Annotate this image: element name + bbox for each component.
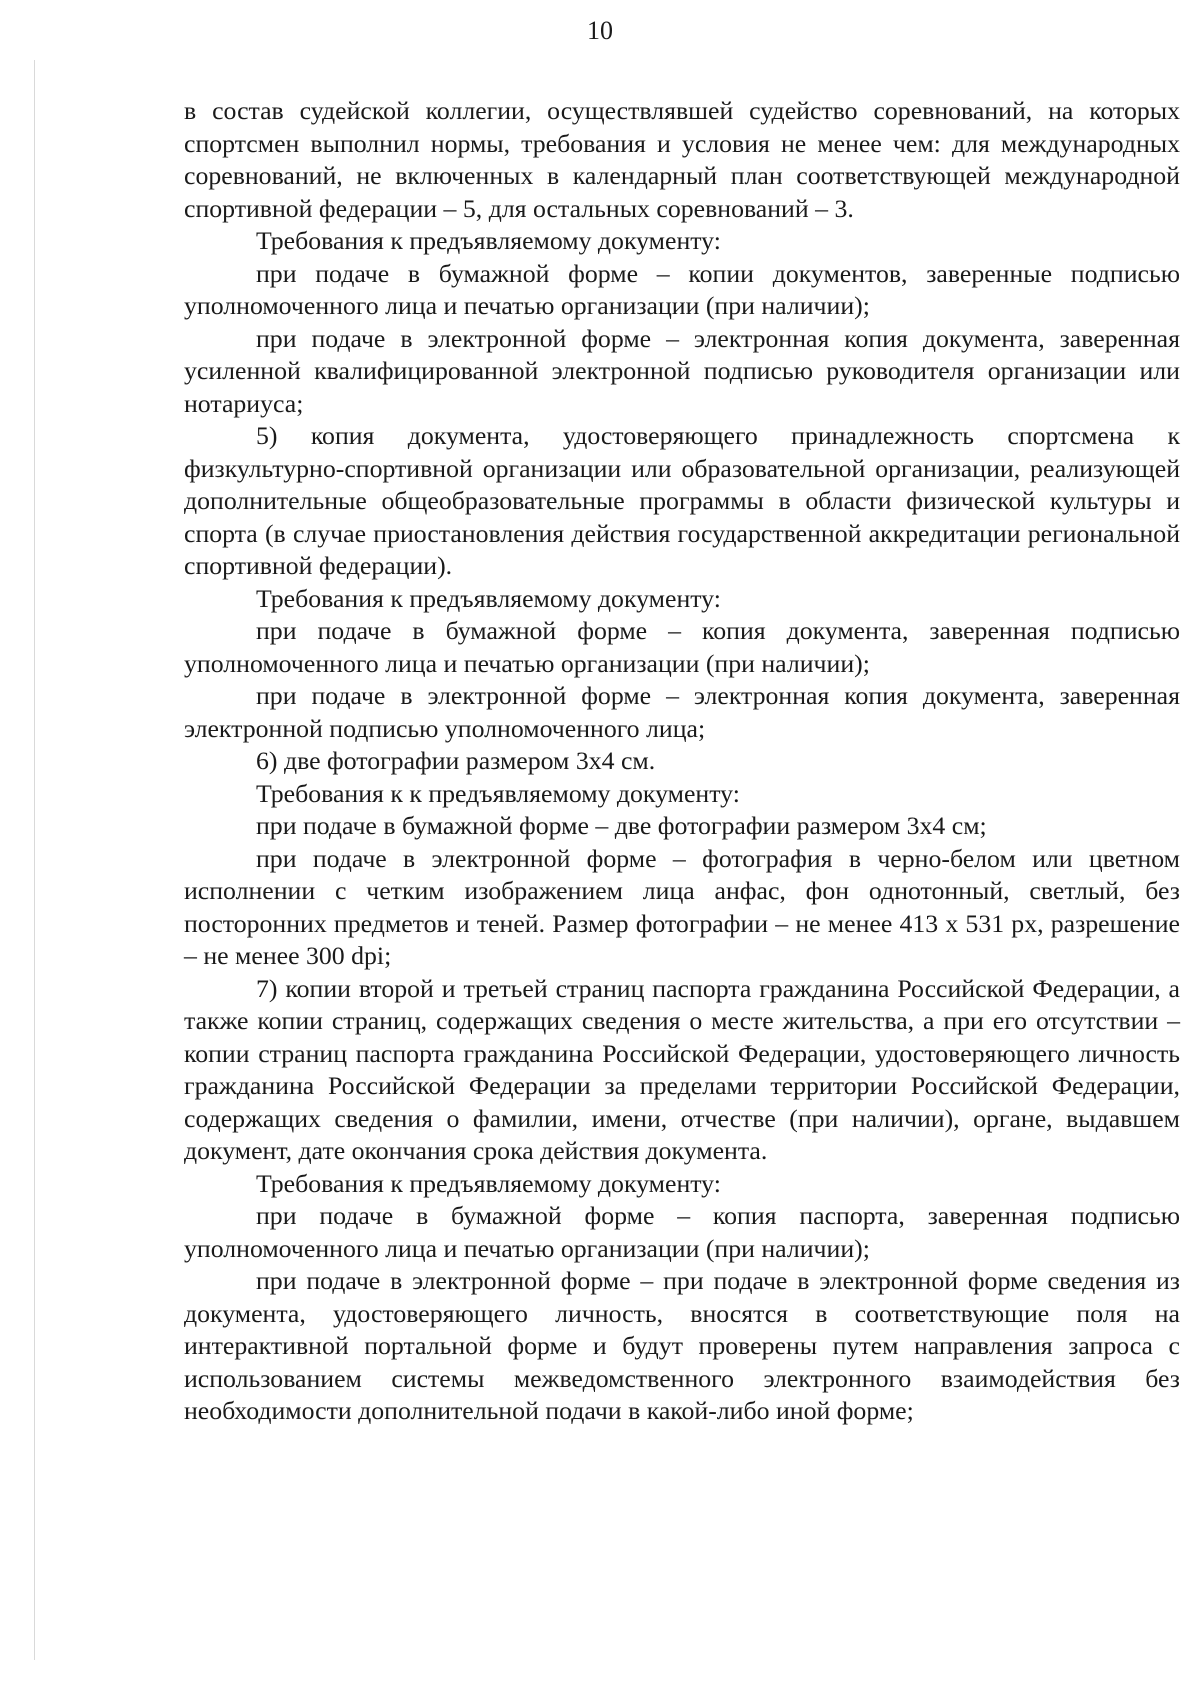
paragraph: Требования к к предъявляемому документу:: [256, 778, 740, 808]
paragraph: Требования к предъявляемому документу:: [256, 226, 721, 255]
paragraph: при подаче в электронной форме – электронная копия документа, заверенная электронной подписью уполномоченного лица;: [184, 681, 1180, 743]
paragraph: в состав судейской коллегии, осуществлявшей судейство соревнований, на которых спортсмен выполнил нормы, требования и условия не менее чем: для международных соревнований, не включенных в календарный план соответствующей международной спортивной федерации – 5, для остальных соревнований – 3.: [184, 96, 1180, 223]
paragraph: при подаче в электронной форме – фотография в черно-белом или цветном исполнении с четким изображением лица анфас, фон однотонный, светлый, без посторонних предметов и теней. Размер фотографии – не менее 413 х 531 px, разрешение – не менее 300 dpi;: [184, 843, 1180, 970]
paragraph: 5) копия документа, удостоверяющего принадлежность спортсмена к физкультурно-спортивной организации или образовательной организации, реализующей дополнительные общеобразовательные программы в области физической культуры и спорта (в случае приостановления действия государственной аккредитации региональной спортивной федерации).: [184, 421, 1180, 580]
paragraph: Требования к предъявляемому документу:: [256, 1168, 721, 1198]
paragraph: при подаче в бумажной форме – копия документа, заверенная подписью уполномоченного лица и печатью организации (при наличии);: [184, 616, 1180, 678]
paragraph: при подаче в бумажной форме – две фотографии размером 3х4 см;: [256, 811, 987, 840]
paragraph: 6) две фотографии размером 3х4 см.: [256, 746, 656, 775]
scan-edge-line: [34, 60, 35, 1660]
paragraph: при подаче в бумажной форме – копии документов, заверенные подписью уполномоченного лица и печатью организации (при наличии);: [184, 258, 1180, 320]
paragraph: 7) копии второй и третьей страниц паспорта гражданина Российской Федерации, а также копии страниц, содержащих сведения о месте жительства, а при его отсутствии – копии страниц паспорта гражданина Российской Федерации, удостоверяющего личность гражданина Российской Федерации за пределами территории Российской Федерации, содержащих сведения о фамилии, имени, отчестве (при наличии), органе, выдавшем документ, дате окончания срока действия документа.: [184, 973, 1180, 1165]
paragraph: Требования к предъявляемому документу:: [256, 583, 721, 613]
document-body: [184, 95, 1180, 1428]
paragraph: при подаче в электронной форме – электронная копия документа, заверенная усиленной квалифицированной электронной подписью руководителя организации или нотариуса;: [184, 323, 1180, 418]
paragraph: при подаче в бумажной форме – копия паспорта, заверенная подписью уполномоченного лица и печатью организации (при наличии);: [184, 1201, 1180, 1263]
page-number: 10: [587, 16, 613, 45]
paragraph: при подаче в электронной форме – при подаче в электронной форме сведения из документа, удостоверяющего личность, вносятся в соответствующие поля на интерактивной портальной форме и будут проверены путем направления запроса с использованием системы межведомственного электронного взаимодействия без необходимости дополнительной подачи в какой-либо иной форме;: [184, 1266, 1180, 1425]
